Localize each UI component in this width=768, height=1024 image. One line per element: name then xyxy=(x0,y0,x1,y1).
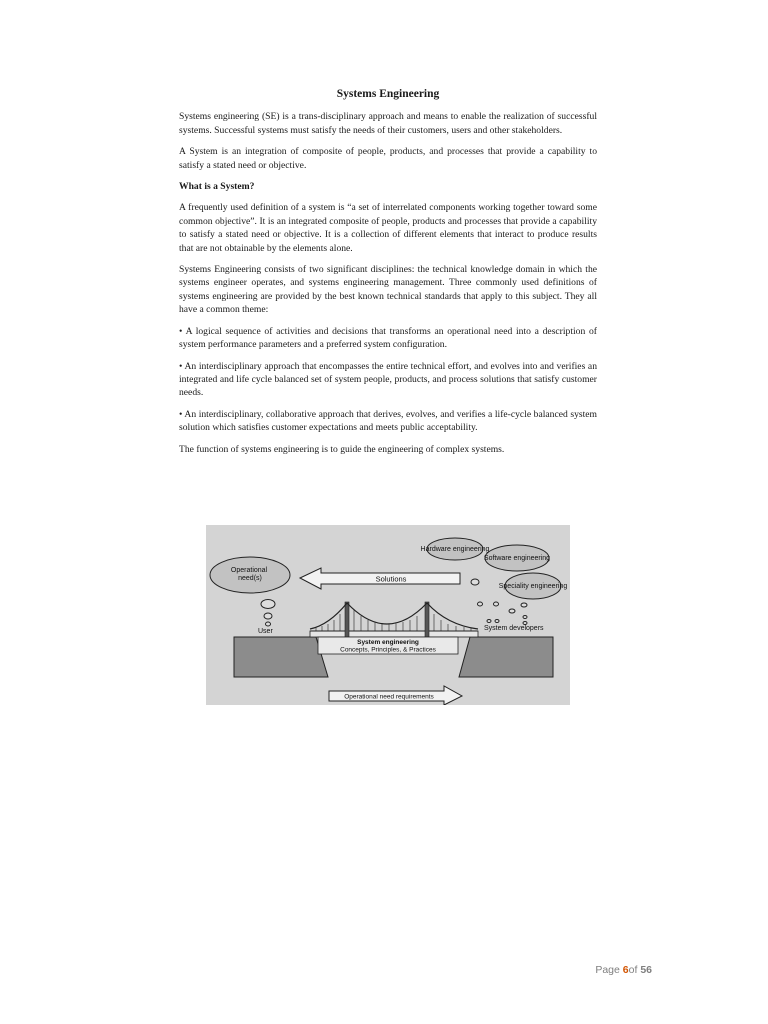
bridge xyxy=(310,602,478,654)
software-cloud xyxy=(484,545,550,571)
function-paragraph: The function of systems engineering is to guide the engineering of complex systems. xyxy=(179,443,505,455)
solutions-arrow xyxy=(300,568,460,589)
bridge-subtitle-label: Concepts, Principles, & Practices xyxy=(340,646,436,654)
bullet-2: • An interdisciplinary approach that encompasses the entire technical effort, and evolves into and verifies an integrated and life cycle balanced set of system people, products, and process solutions that satisfy customer needs. xyxy=(179,360,597,399)
bullet-1: • A logical sequence of activities and decisions that transforms an operational need into a description of system performance parameters and a preferred system configuration. xyxy=(179,325,597,351)
page-number: 6 xyxy=(622,964,629,976)
speciality-label: Speciality engineering xyxy=(498,583,568,590)
section-heading: What is a System? xyxy=(179,181,255,193)
operational-needs-line-1: Operational xyxy=(230,567,268,574)
systems-engineering-figure xyxy=(206,525,570,705)
software-label: Software engineering xyxy=(483,555,551,562)
bridge-title-label: System engineering xyxy=(357,639,419,646)
bullet-3: • An interdisciplinary, collaborative approach that derives, evolves, and verifies a life-cycle balanced system solution which satisfies customer expectations and meets public acceptability. xyxy=(179,408,597,434)
definition-paragraph: A frequently used definition of a system is “a set of interrelated components working together toward some common objective”. It is an integrated composite of people, products and processes that provide a capability to satisfy a stated need or objective. It is a collection of different elements that interact to produce results that are not obtainable by the elements alone. xyxy=(179,202,597,254)
hardware-cloud xyxy=(421,538,490,560)
operational-needs-line-2: need(s) xyxy=(238,575,262,582)
intro-paragraph-1: Systems engineering (SE) is a trans-disciplinary approach and means to enable the realization of successful systems. Successful systems must satisfy the needs of their customers, users and other stakeholders. xyxy=(179,111,597,136)
solutions-label: Solutions xyxy=(375,574,407,584)
page-label: Page xyxy=(595,964,623,976)
operational-needs-cloud xyxy=(210,557,290,626)
requirements-label: Operational need requirements xyxy=(344,693,434,701)
page-title: Systems Engineering xyxy=(336,88,440,100)
of-label: of xyxy=(628,964,641,976)
document-body xyxy=(179,88,597,464)
user-label: User xyxy=(258,628,273,635)
total-pages: 56 xyxy=(640,964,652,976)
requirements-arrow xyxy=(329,686,462,705)
hardware-label: Hardware engineering xyxy=(420,546,490,553)
bridge-diagram xyxy=(206,525,570,705)
page-footer xyxy=(595,964,652,976)
intro-paragraph-2: A System is an integration of composite of people, products, and processes that provide a capability to satisfy a stated need or objective. xyxy=(179,146,597,171)
system-developers-label: System developers xyxy=(484,625,544,632)
disciplines-paragraph: Systems Engineering consists of two significant disciplines: the technical knowledge domain in which the systems engineer operates, and systems engineering management. Three commonly used definitions of systems engineering are provided by the best known technical standards that apply to this subject. They all have a common theme: xyxy=(179,264,597,316)
speciality-cloud xyxy=(499,573,568,599)
